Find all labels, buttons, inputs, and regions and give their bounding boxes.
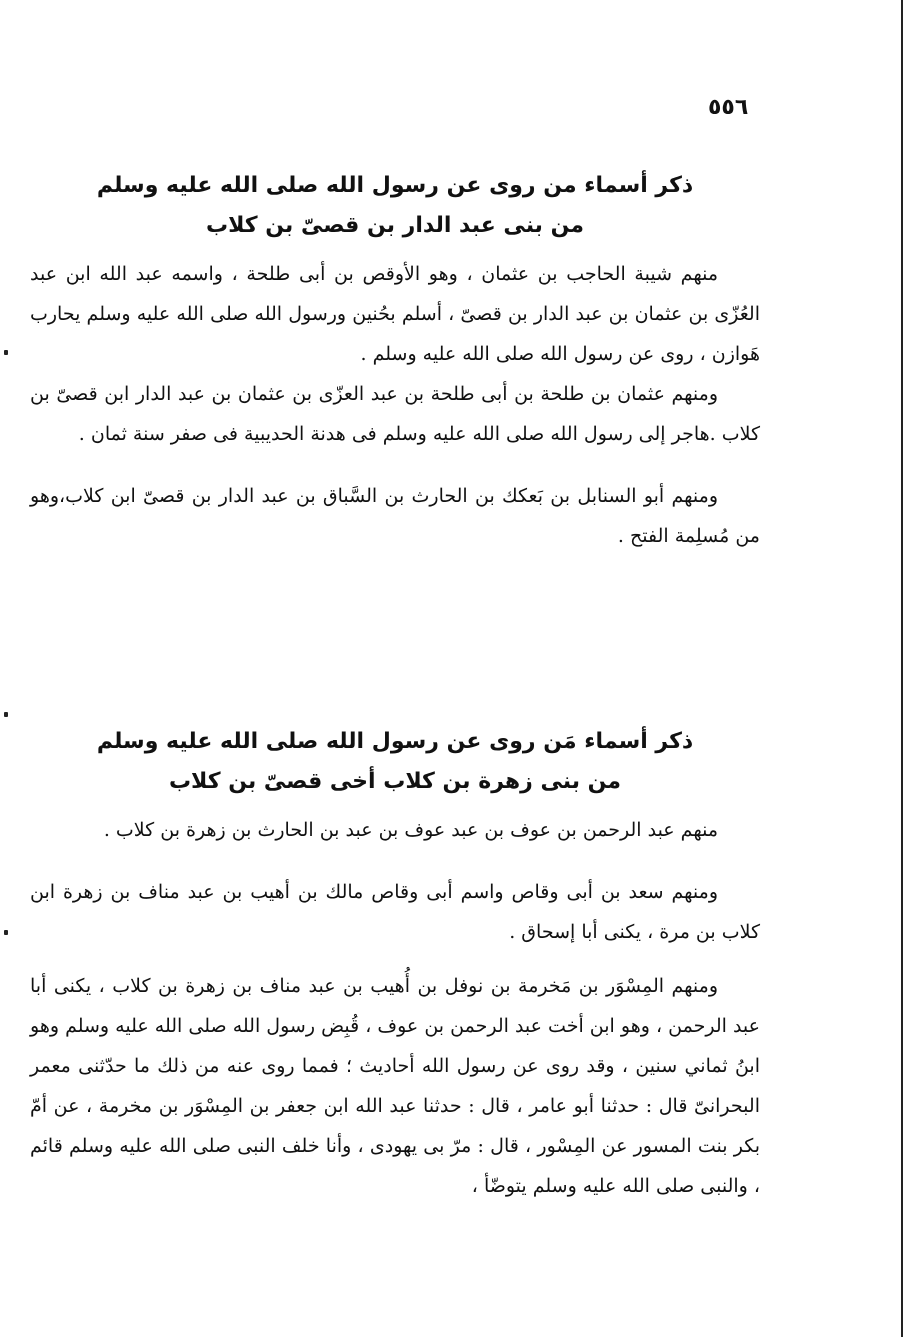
paragraph-saad-ibn-abi-waqqas: ومنهم سعد بن أبى وقاص واسم أبى وقاص مالك بن أهيب بن عبد مناف بن زهرة ابن كلاب بن مرة ، يكنى أبا إسحاق .	[30, 881, 760, 943]
page-edge-line	[901, 0, 903, 1337]
section-heading	[30, 166, 760, 246]
heading-line-2: من بنى عبد الدار بن قصىّ بن كلاب	[205, 213, 585, 238]
paragraph-uthman-ibn-talha: ومنهم عثمان بن طلحة بن أبى طلحة بن عبد العزّى بن عثمان بن عبد الدار ابن قصىّ بن كلاب .هاجر إلى رسول الله صلى الله عليه وسلم فى هدنة الحديبية فى صفر سنة ثمان .	[30, 383, 760, 445]
section-bani-zuhra	[30, 722, 760, 1206]
heading-line-1: ذكر أسماء من روى عن رسول الله صلى الله عليه وسلم	[96, 173, 694, 198]
section-heading	[30, 722, 760, 802]
paragraph-abu-al-sanabil: ومنهم أبو السنابل بن بَعكك بن الحارث بن السَّباق بن عبد الدار بن قصىّ ابن كلاب،وهو من مُسلِمة الفتح .	[30, 485, 760, 547]
paragraph-al-miswar: ومنهم المِسْوَر بن مَخرمة بن نوفل بن أُهيب بن عبد مناف بن زهرة بن كلاب ، يكنى أبا عبد الرحمن ، وهو ابن أخت عبد الرحمن بن عوف ، قُبِض رسول الله صلى الله عليه وسلم وهو ابنُ ثماني سنين ، وقد روى عن رسول الله أحاديث ؛ فمما روى عنه من ذلك ما حدّثنى معمر البحرانىّ قال : حدثنا أبو عامر ، قال : حدثنا عبد الله ابن جعفر بن المِسْوَر بن مخرمة ، عن أمّ بكر بنت المسور عن المِسْور ، قال : مرّ بى يهودى ، وأنا خلف النبى صلى الله عليه وسلم قائم ، والنبى صلى الله عليه وسلم يتوضّأ ،	[30, 975, 760, 1197]
heading-line-2: من بنى زهرة بن كلاب أخى قصىّ بن كلاب	[168, 769, 622, 794]
margin-mark	[4, 712, 8, 717]
margin-mark	[4, 350, 8, 355]
paragraph-shaybah: منهم شيبة الحاجب بن عثمان ، وهو الأوقص بن أبى طلحة ، واسمه عبد الله ابن عبد العُزّى بن عثمان بن عبد الدار بن قصىّ ، أسلم بحُنين ورسول الله صلى الله عليه وسلم يحارب هَوازن ، روى عن رسول الله صلى الله عليه وسلم .	[30, 263, 760, 365]
section-bani-abd-al-dar	[30, 166, 760, 556]
paragraph-abd-al-rahman-ibn-awf: منهم عبد الرحمن بن عوف بن عبد عوف بن عبد بن الحارث بن زهرة بن كلاب .	[103, 819, 718, 841]
margin-mark	[4, 930, 8, 935]
heading-line-1: ذكر أسماء مَن روى عن رسول الله صلى الله عليه وسلم	[96, 729, 694, 754]
page-number: ٥٥٦	[708, 95, 749, 120]
